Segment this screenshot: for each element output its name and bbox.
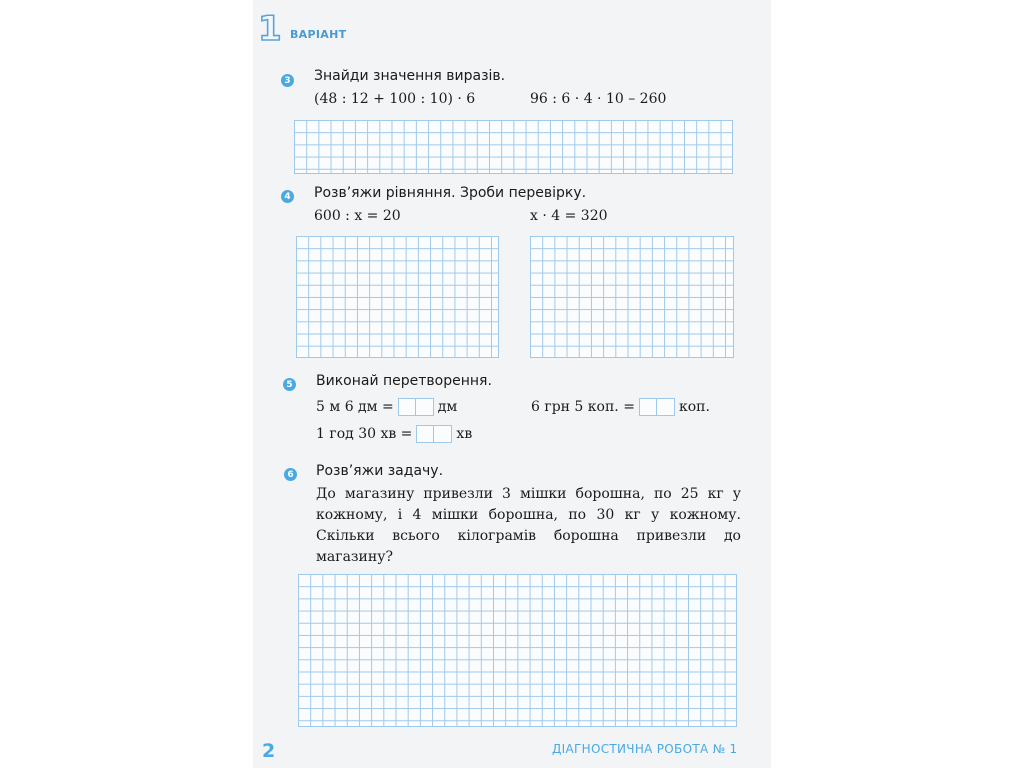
task-6-problem-text: До магазину привезли 3 мішки борошна, по 25 кг у кожному, і 4 мішки борошна, по 30 кг у кожному. Скільки всього кілограмів борошна привезли до магазину? (316, 486, 741, 565)
variant-label: ВАРІАНТ (290, 28, 347, 41)
task-3-answer-grid[interactable] (294, 120, 733, 174)
conversion-2-answer-box[interactable] (639, 398, 675, 416)
conversion-3-unit: хв (456, 426, 473, 442)
task-5-conversion-3 (316, 425, 472, 443)
task-4-equation-2: x · 4 = 320 (530, 208, 608, 224)
variant-number: 1 (258, 9, 282, 49)
conversion-2-left: 6 грн 5 коп. = (531, 399, 635, 415)
conversion-1-left: 5 м 6 дм = (316, 399, 394, 415)
conversion-1-answer-box[interactable] (398, 398, 434, 416)
task-4-answer-grid-2[interactable] (530, 236, 734, 358)
task-5-number-badge: 5 (283, 378, 296, 391)
conversion-3-answer-box[interactable] (416, 425, 452, 443)
task-5-title: Виконай перетворення. (316, 373, 492, 389)
task-4-answer-grid-1[interactable] (296, 236, 499, 358)
task-5-conversion-2 (531, 398, 710, 416)
page-number: 2 (262, 740, 276, 762)
task-3-title: Знайди значення виразів. (314, 68, 506, 84)
task-4-number-badge: 4 (281, 190, 294, 203)
task-3-expression-1: (48 : 12 + 100 : 10) · 6 (314, 91, 476, 107)
conversion-2-unit: коп. (678, 399, 710, 415)
conversion-1-unit: дм (437, 399, 458, 415)
task-6-number-badge: 6 (284, 468, 297, 481)
task-4-title: Розв’яжи рівняння. Зроби перевірку. (314, 185, 587, 201)
conversion-3-left: 1 год 30 хв = (316, 426, 413, 442)
task-3-number-badge: 3 (281, 74, 294, 87)
task-3-expression-2: 96 : 6 · 4 · 10 – 260 (530, 91, 667, 107)
task-4-equation-1: 600 : x = 20 (314, 208, 401, 224)
task-6-answer-grid[interactable] (298, 574, 737, 727)
task-5-conversion-1 (316, 398, 457, 416)
task-6-title: Розв’яжи задачу. (316, 463, 444, 479)
footer-title: ДІАГНОСТИЧНА РОБОТА № 1 (552, 742, 738, 756)
